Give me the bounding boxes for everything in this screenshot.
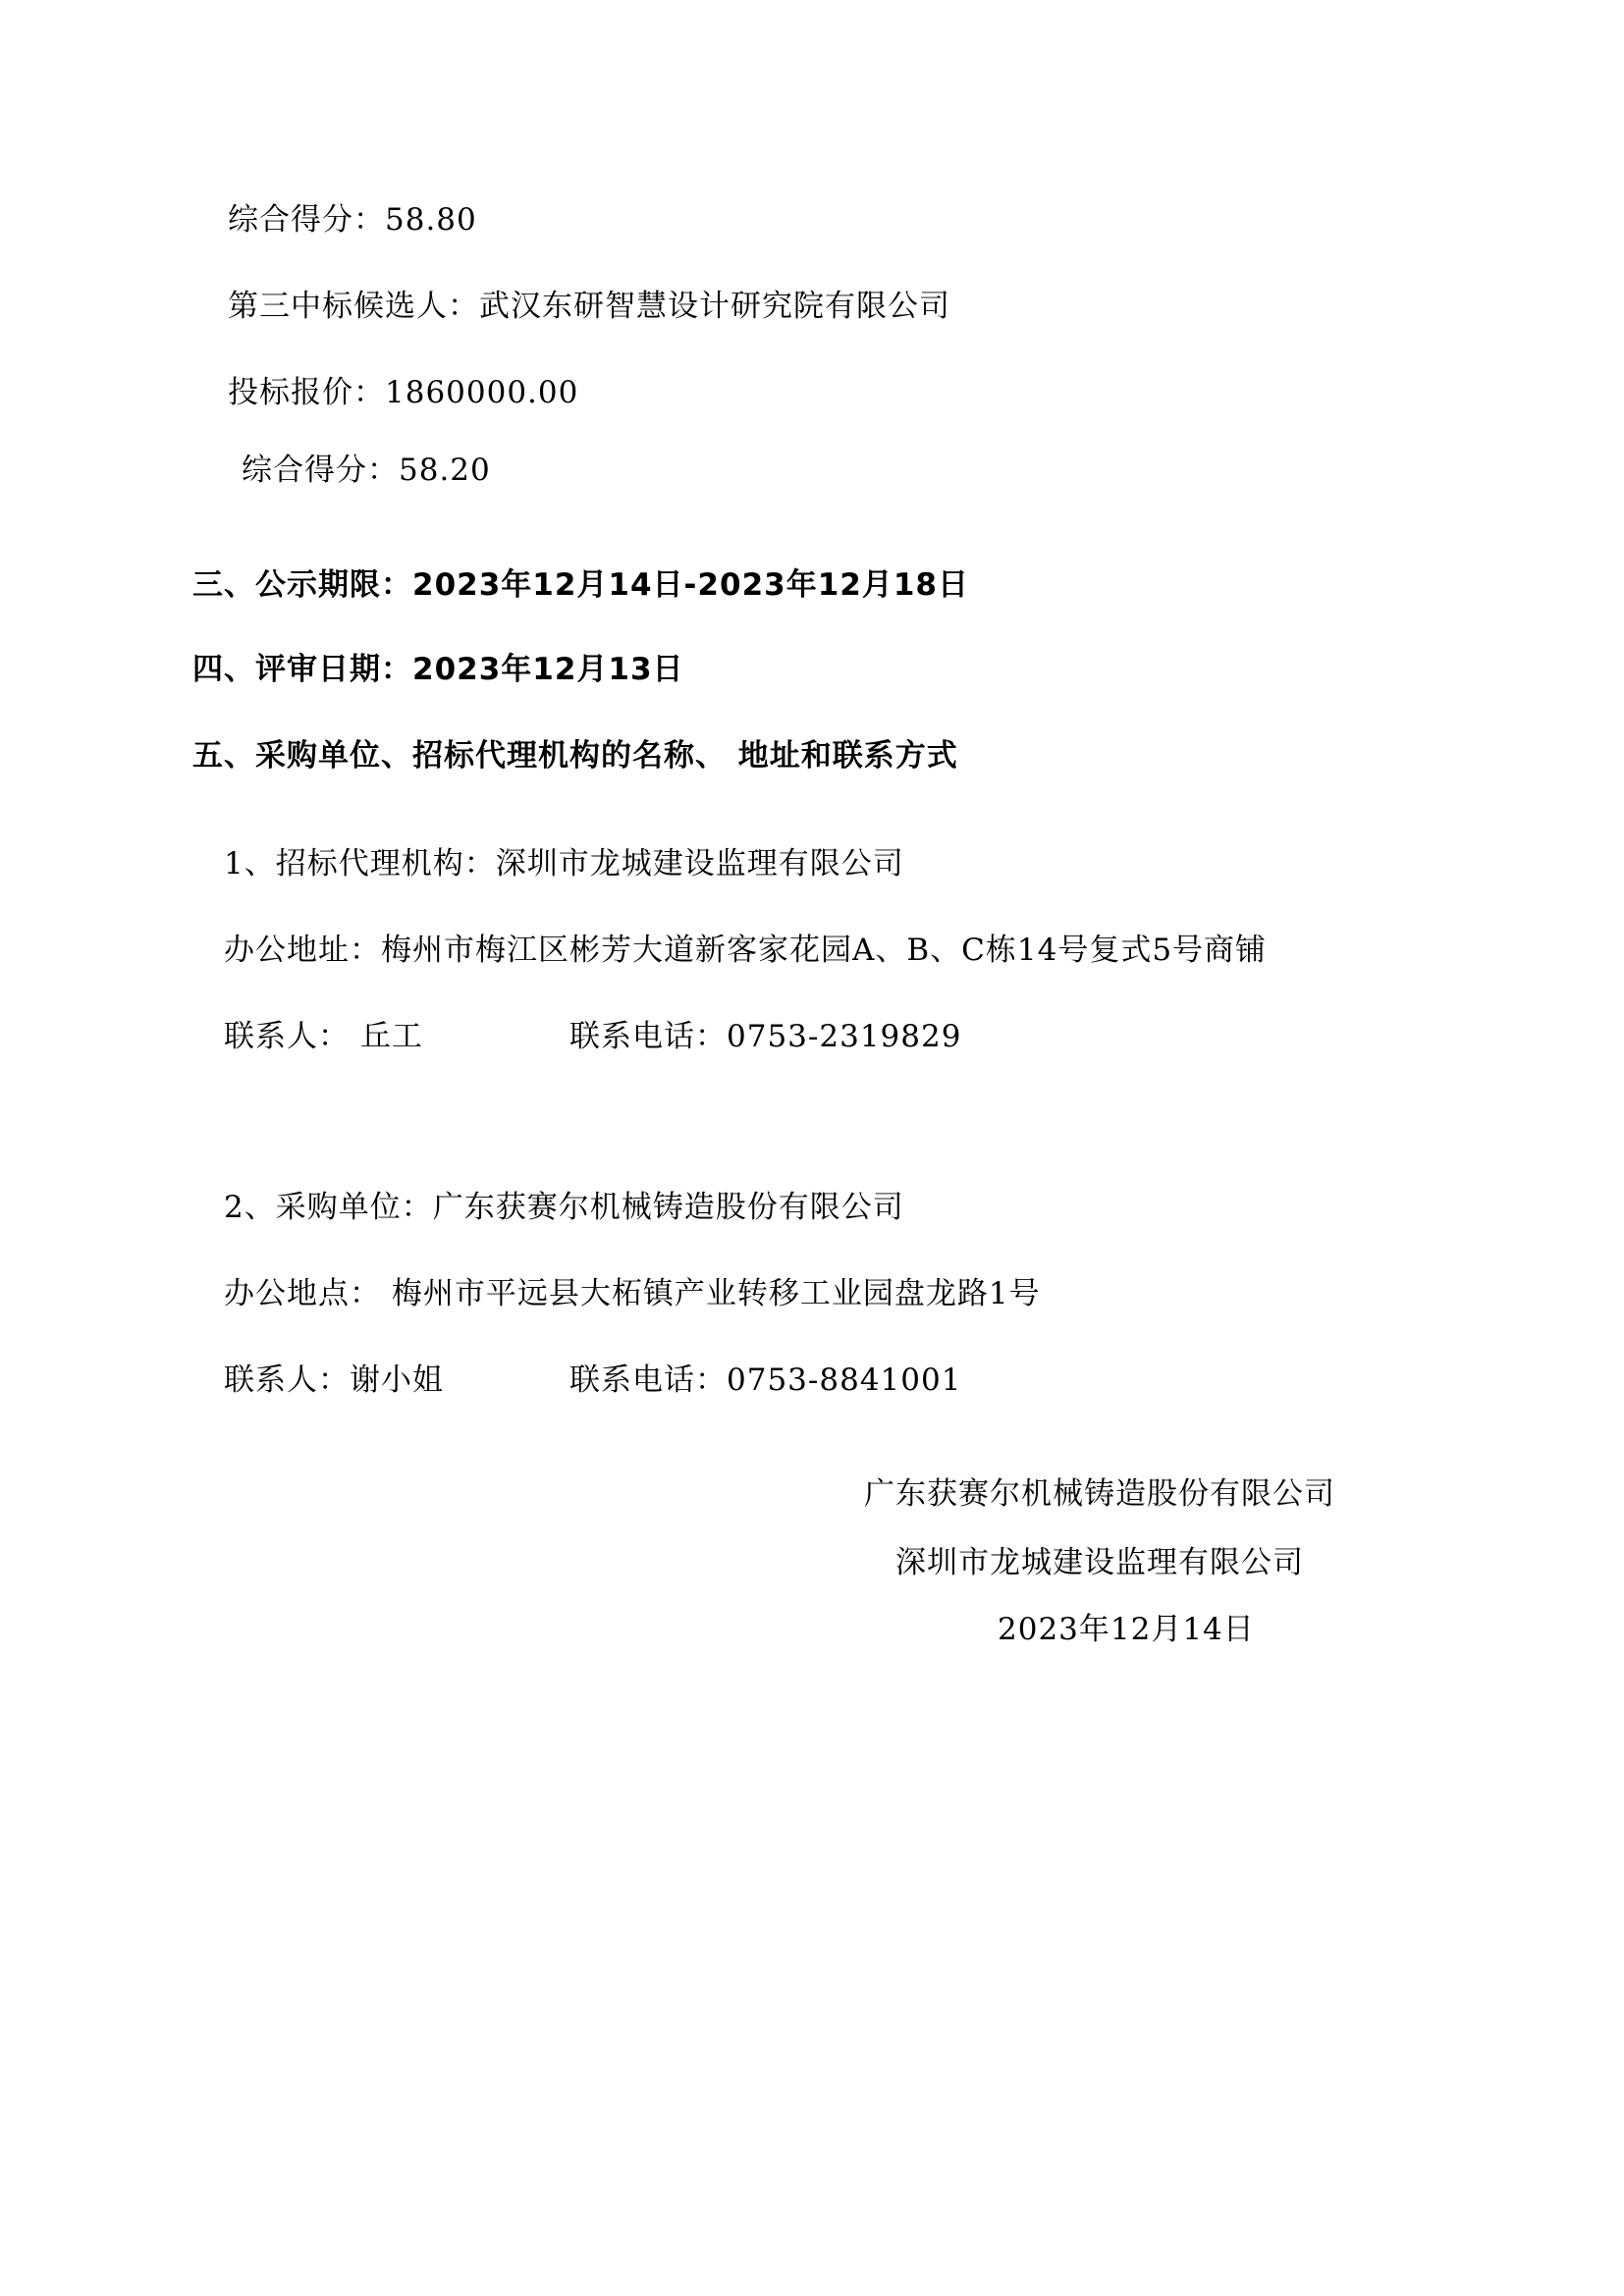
candidate3-title: 第三中标候选人：武汉东研智慧设计研究院有限公司	[228, 289, 950, 324]
signature-company1: 广东获赛尔机械铸造股份有限公司	[864, 1476, 1335, 1512]
agency-title: 1、招标代理机构：深圳市龙城建设监理有限公司	[224, 846, 904, 881]
candidate2-score: 综合得分：58.80	[228, 202, 477, 238]
section5-heading: 五、采购单位、招标代理机构的名称、 地址和联系方式	[192, 738, 958, 774]
section3-disclosure-period: 三、公示期限：2023年12月14日-2023年12月18日	[192, 567, 969, 603]
purchaser-contact: 联系人：谢小姐	[224, 1362, 444, 1398]
section4-review-date: 四、评审日期：2023年12月13日	[192, 652, 684, 687]
agency-contact: 联系人： 丘工	[224, 1019, 423, 1054]
signature-date: 2023年12月14日	[998, 1612, 1255, 1647]
candidate3-bid-price: 投标报价：1860000.00	[228, 375, 579, 410]
candidate3-score: 综合得分：58.20	[242, 453, 491, 488]
purchaser-title: 2、采购单位：广东获赛尔机械铸造股份有限公司	[224, 1190, 904, 1225]
agency-phone: 联系电话：0753-2319829	[569, 1019, 962, 1054]
agency-address: 办公地址：梅州市梅江区彬芳大道新客家花园A、B、C栋14号复式5号商铺	[224, 933, 1268, 968]
purchaser-phone: 联系电话：0753-8841001	[569, 1362, 962, 1398]
purchaser-address: 办公地点： 梅州市平远县大柘镇产业转移工业园盘龙路1号	[224, 1276, 1041, 1311]
signature-company2: 深圳市龙城建设监理有限公司	[895, 1545, 1304, 1580]
